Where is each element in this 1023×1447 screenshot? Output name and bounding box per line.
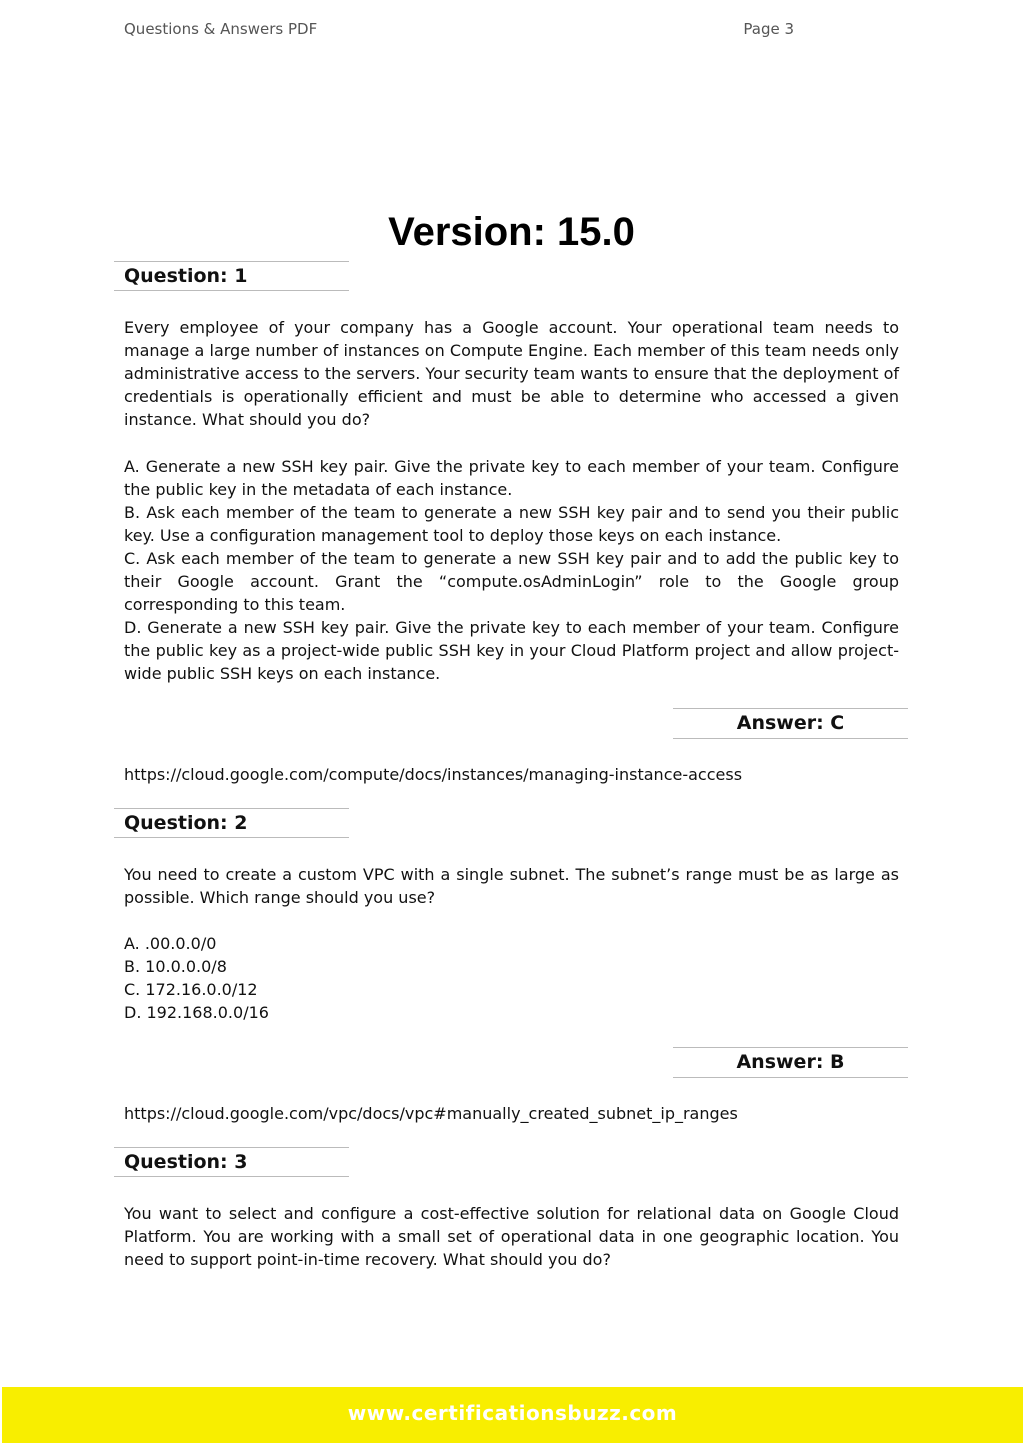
question-1-option-c: C. Ask each member of the team to generate a new SSH key pair and to add the public key to their Google account. Grant the “compute.osAdminLogin” role to the Google group corresponding to this team. bbox=[124, 549, 899, 614]
question-1-option-a: A. Generate a new SSH key pair. Give the private key to each member of your team. Configure the public key in the metadata of each instance. bbox=[124, 457, 899, 499]
question-2-heading: Question: 2 bbox=[114, 808, 349, 838]
page-header bbox=[124, 20, 794, 44]
question-1-answer: Answer: C bbox=[673, 708, 908, 739]
question-1-option-d: D. Generate a new SSH key pair. Give the private key to each member of your team. Configure the public key as a project-wide public SSH key in your Cloud Platform project and allow project-wide public SSH keys on each instance. bbox=[124, 618, 899, 683]
question-2-text: You need to create a custom VPC with a single subnet. The subnet’s range must be as large as possible. Which range should you use? bbox=[124, 865, 899, 907]
question-2-option-c: C. 172.16.0.0/12 bbox=[124, 980, 258, 999]
question-1-reference-link[interactable]: https://cloud.google.com/compute/docs/instances/managing-instance-access bbox=[124, 765, 743, 784]
question-2-option-a: A. .00.0.0/0 bbox=[124, 934, 217, 953]
question-2-option-b: B. 10.0.0.0/8 bbox=[124, 957, 227, 976]
question-1-options bbox=[124, 455, 899, 685]
question-2-reference-link[interactable]: https://cloud.google.com/vpc/docs/vpc#manually_created_subnet_ip_ranges bbox=[124, 1104, 738, 1123]
question-1-text: Every employee of your company has a Google account. Your operational team needs to manage a large number of instances on Compute Engine. Each member of this team needs only administrative access to the servers. Your security team wants to ensure that the deployment of credentials is operationally efficient and must be able to determine who accessed a given instance. What should you do? bbox=[124, 318, 899, 429]
version-title: Version: 15.0 bbox=[388, 210, 635, 254]
question-1-option-b: B. Ask each member of the team to generate a new SSH key pair and to send you their public key. Use a configuration management tool to deploy those keys on each instance. bbox=[124, 503, 899, 545]
footer-website-band[interactable]: www.certificationsbuzz.com bbox=[2, 1387, 1023, 1443]
question-3-heading: Question: 3 bbox=[114, 1147, 349, 1177]
document-title: Questions & Answers PDF bbox=[124, 20, 318, 38]
question-2-option-d: D. 192.168.0.0/16 bbox=[124, 1003, 269, 1022]
question-3-text: You want to select and configure a cost-effective solution for relational data on Google Cloud Platform. You are working with a small set of operational data in one geographic location. You need to support point-in-time recovery. What should you do? bbox=[124, 1204, 899, 1269]
question-2-options bbox=[124, 932, 899, 1024]
question-2-answer: Answer: B bbox=[673, 1047, 908, 1078]
question-1-heading: Question: 1 bbox=[114, 261, 349, 291]
page-number: Page 3 bbox=[743, 20, 794, 38]
